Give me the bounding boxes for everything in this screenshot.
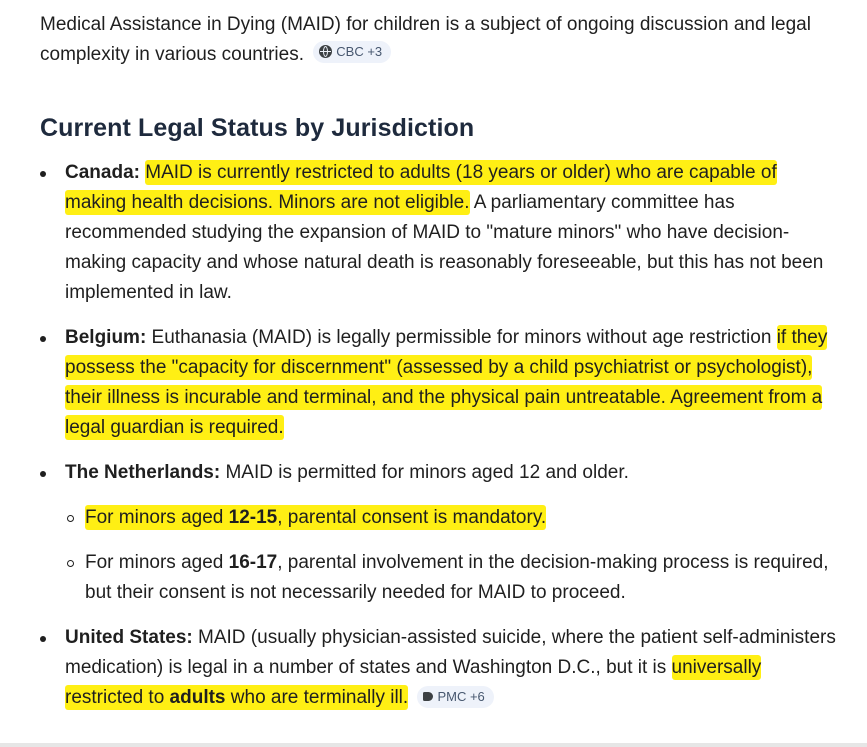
globe-icon bbox=[319, 45, 332, 58]
source-chip-cbc[interactable] bbox=[313, 41, 391, 63]
item-text: MAID is permitted for minors aged 12 and older. bbox=[220, 462, 629, 483]
tag-icon bbox=[423, 692, 433, 701]
highlight-bold: adults bbox=[169, 687, 226, 708]
highlight-part: who are terminally ill. bbox=[225, 687, 409, 708]
highlighted-text: MAID is currently restricted to adults (18 years or older) who are capable of making health decisions. Minors are not eligible. bbox=[65, 162, 777, 213]
bottom-divider bbox=[0, 743, 867, 747]
age-range: 12-15 bbox=[228, 507, 278, 528]
answer-content bbox=[40, 10, 840, 728]
jurisdiction-label: Canada: bbox=[65, 162, 140, 183]
sub-item-text: For minors aged bbox=[85, 507, 229, 528]
highlight-part: universally restricted to bbox=[65, 657, 762, 708]
sub-list-item bbox=[65, 503, 840, 533]
intro-text: Medical Assistance in Dying (MAID) for children is a subject of ongoing discussion and legal complexity in various countries. bbox=[40, 14, 811, 65]
item-text: MAID (usually physician-assisted suicide, where the patient self-administers medication) is legal in a number of states and Washington D.C., but it is bbox=[65, 627, 836, 678]
netherlands-sub-list bbox=[65, 503, 840, 608]
jurisdiction-label: United States: bbox=[65, 627, 193, 648]
list-item-belgium bbox=[40, 323, 840, 443]
item-text: Euthanasia (MAID) is legally permissible for minors without age restriction bbox=[146, 327, 777, 348]
source-chip-pmc[interactable] bbox=[417, 686, 493, 708]
jurisdiction-label: The Netherlands: bbox=[65, 462, 221, 483]
source-chip-label: CBC +3 bbox=[336, 43, 383, 59]
list-item-canada bbox=[40, 158, 840, 308]
sub-item-text: , parental involvement in the decision-making process is required, but their consent is not necessarily needed for MAID to proceed. bbox=[85, 552, 829, 603]
age-range: 16-17 bbox=[228, 552, 278, 573]
highlighted-text bbox=[85, 505, 546, 530]
jurisdiction-label: Belgium: bbox=[65, 327, 147, 348]
section-title: Current Legal Status by Jurisdiction bbox=[40, 114, 475, 142]
sub-item-text: , parental consent is mandatory. bbox=[277, 507, 547, 528]
list-item-netherlands bbox=[40, 458, 840, 608]
item-text: A parliamentary committee has recommended studying the expansion of MAID to "mature minors" who have decision-making capacity and whose natural death is reasonably foreseeable, but this has not been implemented in law. bbox=[65, 192, 824, 303]
jurisdiction-list bbox=[40, 158, 840, 713]
sub-list-item bbox=[65, 548, 840, 608]
list-item-united-states bbox=[40, 623, 840, 713]
source-chip-label: PMC +6 bbox=[437, 688, 485, 704]
intro-paragraph bbox=[40, 10, 840, 70]
sub-item-text: For minors aged bbox=[85, 552, 229, 573]
highlighted-text: if they possess the "capacity for discernment" (assessed by a child psychiatrist or psychologist), their illness is incurable and terminal, and the physical pain untreatable. Agreement from a legal guardian is required. bbox=[65, 327, 828, 438]
